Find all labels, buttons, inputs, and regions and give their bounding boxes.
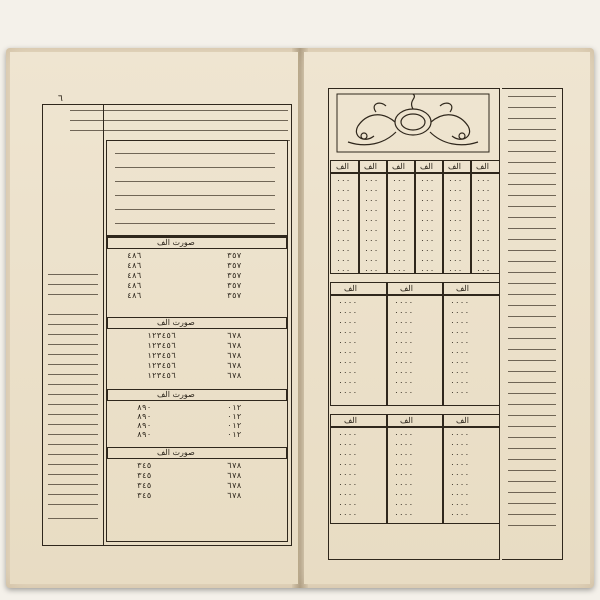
- table-value: ٠٠٠٠: [450, 510, 470, 519]
- table-value: ٠٠٠: [448, 216, 463, 225]
- panel-text-line: [115, 223, 275, 224]
- table-value: ٠٠٠: [392, 176, 407, 185]
- table-value: ٠٠٠: [420, 186, 435, 195]
- table-value: ٠٠٠: [448, 206, 463, 215]
- right-page: [304, 52, 590, 584]
- page-number: ٦: [58, 94, 63, 104]
- table-value: ٠٠٠٠: [394, 450, 414, 459]
- panel-header-band: [107, 237, 287, 249]
- numeral-column: ٣٥٧: [227, 291, 242, 300]
- table-value: ٠٠٠٠: [394, 430, 414, 439]
- table-value: ٠٠٠: [420, 266, 435, 275]
- table-value: ٠٠٠٠: [394, 338, 414, 347]
- table-header-label: الف: [456, 416, 469, 425]
- numeral-grid: ٦٧٨: [227, 361, 242, 370]
- table-value: ٠٠٠: [392, 216, 407, 225]
- margin-text-line: [508, 184, 556, 185]
- numeral-column: ٣٥٧: [227, 261, 242, 270]
- table-value: ٠٠٠: [364, 206, 379, 215]
- margin-text-line: [508, 107, 556, 108]
- margin-text-line: [508, 492, 556, 493]
- numeral-grid: ١٢٣٤٥٦: [147, 341, 176, 350]
- table-value: ٠٠٠: [392, 206, 407, 215]
- numeral-grid: ٦٧٨: [227, 351, 242, 360]
- table-value: ٠٠٠٠: [450, 430, 470, 439]
- margin-text-line: [508, 448, 556, 449]
- table-value: ٠٠٠٠: [338, 308, 358, 317]
- numeral-grid: ٦٧٨: [227, 471, 242, 480]
- margin-text-line: [508, 96, 556, 97]
- table-value: ٠٠٠: [476, 256, 491, 265]
- margin-text-line: [508, 503, 556, 504]
- table-value: ٠٠٠٠: [338, 318, 358, 327]
- table-value: ٠٠٠٠: [450, 388, 470, 397]
- table-value: ٠٠٠: [420, 176, 435, 185]
- table-value: ٠٠٠: [476, 176, 491, 185]
- table-value: ٠٠٠: [364, 176, 379, 185]
- table-header-label: الف: [476, 162, 489, 171]
- numeral-grid: ٦٧٨: [227, 341, 242, 350]
- table-value: ٠٠٠: [448, 186, 463, 195]
- margin-text-line: [508, 316, 556, 317]
- table-header-label: الف: [364, 162, 377, 171]
- numeral-column: ٣٥٧: [227, 251, 242, 260]
- margin-text-line: [508, 162, 556, 163]
- table-value: ٠٠٠٠: [394, 388, 414, 397]
- table-value: ٠٠٠: [336, 266, 351, 275]
- table-value: ٠٠٠: [476, 216, 491, 225]
- table-value: ٠٠٠٠: [394, 480, 414, 489]
- table-header-label: الف: [400, 284, 413, 293]
- panel-header-band: [107, 317, 287, 329]
- numeral-grid: ٦٧٨: [227, 461, 242, 470]
- panel-label: صورت الف: [157, 448, 195, 457]
- table-value: ٠٠٠٠: [338, 298, 358, 307]
- numeral-grid: ٨٩٠: [137, 421, 152, 430]
- margin-text-line: [48, 444, 98, 445]
- panel-text-line: [115, 167, 275, 168]
- margin-text-line: [48, 404, 98, 405]
- table-value: ٠٠٠: [420, 206, 435, 215]
- margin-text-line: [508, 283, 556, 284]
- margin-text-line: [508, 371, 556, 372]
- margin-text-line: [508, 437, 556, 438]
- table-value: ٠٠٠٠: [338, 440, 358, 449]
- table-value: ٠٠٠: [336, 216, 351, 225]
- table-value: ٠٠٠: [392, 266, 407, 275]
- table-value: ٠٠٠: [448, 246, 463, 255]
- margin-text-line: [48, 324, 98, 325]
- numeral-grid: ٨٩٠: [137, 403, 152, 412]
- margin-text-line: [48, 484, 98, 485]
- table-value: ٠٠٠: [476, 266, 491, 275]
- table-value: ٠٠٠٠: [338, 470, 358, 479]
- margin-text-line: [508, 140, 556, 141]
- margin-text-line: [48, 434, 98, 435]
- margin-text-line: [508, 228, 556, 229]
- table-value: ٠٠٠: [392, 226, 407, 235]
- numeral-grid: ١٢٣٤٥٦: [147, 351, 176, 360]
- table-value: ٠٠٠٠: [450, 338, 470, 347]
- numeral-column: ٤٨٦: [127, 251, 142, 260]
- numeral-grid: ٠١٢: [227, 403, 242, 412]
- margin-text-line: [508, 217, 556, 218]
- numeral-grid: ٦٧٨: [227, 331, 242, 340]
- numeral-grid: ٠١٢: [227, 412, 242, 421]
- table-value: ٠٠٠: [448, 226, 463, 235]
- numeral-grid: ١٢٣٤٥٦: [147, 331, 176, 340]
- numeral-column: ٤٨٦: [127, 261, 142, 270]
- left-page: [10, 52, 299, 584]
- panel-text-line: [115, 209, 275, 210]
- numeral-grid: ٨٩٠: [137, 412, 152, 421]
- table-value: ٠٠٠: [420, 246, 435, 255]
- table-value: ٠٠٠٠: [338, 430, 358, 439]
- table-value: ٠٠٠: [364, 186, 379, 195]
- table-value: ٠٠٠٠: [450, 440, 470, 449]
- table-value: ٠٠٠٠: [338, 388, 358, 397]
- table-value: ٠٠٠: [364, 196, 379, 205]
- margin-text-line: [48, 354, 98, 355]
- margin-text-line: [48, 284, 98, 285]
- table-value: ٠٠٠: [336, 206, 351, 215]
- table-value: ٠٠٠٠: [338, 510, 358, 519]
- margin-text-line: [508, 151, 556, 152]
- numeral-grid: ٣٤٥: [137, 491, 152, 500]
- numeral-grid: ٣٤٥: [137, 461, 152, 470]
- numeral-column: ٤٨٦: [127, 281, 142, 290]
- margin-text-line: [508, 514, 556, 515]
- margin-text-line: [508, 459, 556, 460]
- numeral-grid: ٠١٢: [227, 430, 242, 439]
- table-value: ٠٠٠: [448, 256, 463, 265]
- table-value: ٠٠٠٠: [394, 510, 414, 519]
- table-value: ٠٠٠٠: [338, 450, 358, 459]
- table-value: ٠٠٠: [420, 216, 435, 225]
- table-value: ٠٠٠: [392, 236, 407, 245]
- margin-text-line: [48, 474, 98, 475]
- margin-text-line: [508, 239, 556, 240]
- table-value: ٠٠٠٠: [450, 328, 470, 337]
- table-value: ٠٠٠: [336, 196, 351, 205]
- numeral-grid: ٣٤٥: [137, 481, 152, 490]
- table-value: ٠٠٠: [420, 196, 435, 205]
- table-value: ٠٠٠: [476, 236, 491, 245]
- table-value: ٠٠٠٠: [338, 368, 358, 377]
- table-value: ٠٠٠٠: [338, 358, 358, 367]
- panel-header-band: [107, 389, 287, 401]
- table-value: ٠٠٠: [448, 176, 463, 185]
- margin-text-line: [508, 415, 556, 416]
- table-value: ٠٠٠٠: [338, 338, 358, 347]
- margin-text-line: [48, 374, 98, 375]
- margin-text-line: [508, 195, 556, 196]
- table-header-label: الف: [400, 416, 413, 425]
- table-value: ٠٠٠٠: [394, 490, 414, 499]
- table-value: ٠٠٠: [420, 256, 435, 265]
- margin-text-line: [508, 129, 556, 130]
- table-value: ٠٠٠٠: [450, 348, 470, 357]
- table-value: ٠٠٠٠: [394, 440, 414, 449]
- table-header-label: الف: [344, 284, 357, 293]
- table-value: ٠٠٠٠: [450, 500, 470, 509]
- table-value: ٠٠٠: [392, 186, 407, 195]
- table-value: ٠٠٠: [364, 256, 379, 265]
- table-value: ٠٠٠: [336, 246, 351, 255]
- margin-text-line: [48, 414, 98, 415]
- margin-text-line: [508, 250, 556, 251]
- panel-text-line: [115, 181, 275, 182]
- numeral-column: ٤٨٦: [127, 271, 142, 280]
- open-book: [6, 48, 594, 588]
- table-value: ٠٠٠٠: [394, 358, 414, 367]
- margin-text-line: [508, 470, 556, 471]
- numeral-column: ٤٨٦: [127, 291, 142, 300]
- table-value: ٠٠٠٠: [394, 298, 414, 307]
- left-margin-column: [42, 104, 104, 546]
- numeral-grid: ١٢٣٤٥٦: [147, 361, 176, 370]
- margin-text-line: [508, 525, 556, 526]
- table-value: ٠٠٠٠: [394, 460, 414, 469]
- margin-text-line: [508, 360, 556, 361]
- margin-text-line: [508, 327, 556, 328]
- numeral-grid: ٨٩٠: [137, 430, 152, 439]
- table-header-label: الف: [420, 162, 433, 171]
- table-value: ٠٠٠: [476, 226, 491, 235]
- margin-text-line: [508, 349, 556, 350]
- margin-text-line: [48, 464, 98, 465]
- table-value: ٠٠٠: [364, 246, 379, 255]
- margin-text-line: [508, 206, 556, 207]
- table-value: ٠٠٠٠: [450, 308, 470, 317]
- table-value: ٠٠٠: [448, 236, 463, 245]
- margin-text-line: [508, 382, 556, 383]
- margin-text-line: [48, 274, 98, 275]
- numeral-grid: ٦٧٨: [227, 371, 242, 380]
- table-header-label: الف: [448, 162, 461, 171]
- margin-text-line: [508, 272, 556, 273]
- table-value: ٠٠٠٠: [450, 470, 470, 479]
- table-value: ٠٠٠: [336, 226, 351, 235]
- numeral-grid: ٦٧٨: [227, 491, 242, 500]
- margin-text-line: [508, 426, 556, 427]
- margin-text-line: [508, 305, 556, 306]
- table-value: ٠٠٠٠: [394, 378, 414, 387]
- table-value: ٠٠٠٠: [338, 328, 358, 337]
- numeral-grid: ٣٤٥: [137, 471, 152, 480]
- table-value: ٠٠٠: [336, 176, 351, 185]
- right-margin-column: [502, 88, 563, 560]
- table-value: ٠٠٠: [364, 236, 379, 245]
- margin-text-line: [508, 404, 556, 405]
- table-value: ٠٠٠٠: [450, 460, 470, 469]
- table-value: ٠٠٠٠: [450, 298, 470, 307]
- numeral-grid: ٠١٢: [227, 421, 242, 430]
- table-value: ٠٠٠: [476, 186, 491, 195]
- table-value: ٠٠٠٠: [338, 348, 358, 357]
- table-value: ٠٠٠: [476, 206, 491, 215]
- margin-text-line: [48, 424, 98, 425]
- table-value: ٠٠٠٠: [338, 378, 358, 387]
- table-value: ٠٠٠٠: [450, 318, 470, 327]
- margin-text-line: [48, 384, 98, 385]
- margin-text-line: [48, 518, 98, 519]
- table-value: ٠٠٠٠: [450, 368, 470, 377]
- left-main-panel: [106, 140, 288, 542]
- table-value: ٠٠٠: [364, 226, 379, 235]
- table-value: ٠٠٠: [392, 246, 407, 255]
- table-value: ٠٠٠٠: [338, 490, 358, 499]
- panel-header-band: [107, 447, 287, 459]
- margin-text-line: [48, 394, 98, 395]
- table-value: ٠٠٠٠: [394, 500, 414, 509]
- margin-text-line: [48, 334, 98, 335]
- table-value: ٠٠٠: [336, 256, 351, 265]
- table-header-label: الف: [344, 416, 357, 425]
- table-value: ٠٠٠: [336, 186, 351, 195]
- numeral-grid: ١٢٣٤٥٦: [147, 371, 176, 380]
- table-value: ٠٠٠: [420, 236, 435, 245]
- panel-label: صورت الف: [157, 390, 195, 399]
- table-value: ٠٠٠٠: [338, 480, 358, 489]
- table-value: ٠٠٠: [476, 246, 491, 255]
- table-value: ٠٠٠٠: [394, 318, 414, 327]
- table-value: ٠٠٠: [336, 236, 351, 245]
- table-value: ٠٠٠: [420, 226, 435, 235]
- table-value: ٠٠٠٠: [394, 308, 414, 317]
- margin-text-line: [48, 314, 98, 315]
- table-value: ٠٠٠٠: [450, 490, 470, 499]
- margin-text-line: [508, 118, 556, 119]
- table-value: ٠٠٠٠: [450, 480, 470, 489]
- table-header-label: الف: [392, 162, 405, 171]
- margin-text-line: [508, 481, 556, 482]
- table-value: ٠٠٠٠: [450, 358, 470, 367]
- table-value: ٠٠٠: [364, 266, 379, 275]
- margin-text-line: [48, 504, 98, 505]
- numeral-column: ٣٥٧: [227, 271, 242, 280]
- panel-label: صورت الف: [157, 238, 195, 247]
- table-header-label: الف: [456, 284, 469, 293]
- margin-text-line: [48, 294, 98, 295]
- table-value: ٠٠٠٠: [450, 450, 470, 459]
- table-value: ٠٠٠٠: [450, 378, 470, 387]
- table-value: ٠٠٠٠: [394, 328, 414, 337]
- table-value: ٠٠٠٠: [394, 348, 414, 357]
- numeral-grid: ٦٧٨: [227, 481, 242, 490]
- table-value: ٠٠٠٠: [338, 460, 358, 469]
- numeral-column: ٣٥٧: [227, 281, 242, 290]
- panel-label: صورت الف: [157, 318, 195, 327]
- table-value: ٠٠٠: [448, 266, 463, 275]
- panel-text-line: [115, 153, 275, 154]
- margin-text-line: [508, 294, 556, 295]
- margin-text-line: [48, 454, 98, 455]
- margin-text-line: [508, 338, 556, 339]
- table-value: ٠٠٠: [392, 256, 407, 265]
- table-value: ٠٠٠: [476, 196, 491, 205]
- margin-text-line: [48, 364, 98, 365]
- margin-text-line: [508, 261, 556, 262]
- table-value: ٠٠٠٠: [394, 470, 414, 479]
- table-header-label: الف: [336, 162, 349, 171]
- table-value: ٠٠٠٠: [338, 500, 358, 509]
- margin-text-line: [48, 494, 98, 495]
- table-value: ٠٠٠: [392, 196, 407, 205]
- panel-text-line: [115, 195, 275, 196]
- table-value: ٠٠٠٠: [394, 368, 414, 377]
- table-value: ٠٠٠: [364, 216, 379, 225]
- margin-text-line: [508, 393, 556, 394]
- margin-text-line: [508, 173, 556, 174]
- margin-text-line: [48, 344, 98, 345]
- table-value: ٠٠٠: [448, 196, 463, 205]
